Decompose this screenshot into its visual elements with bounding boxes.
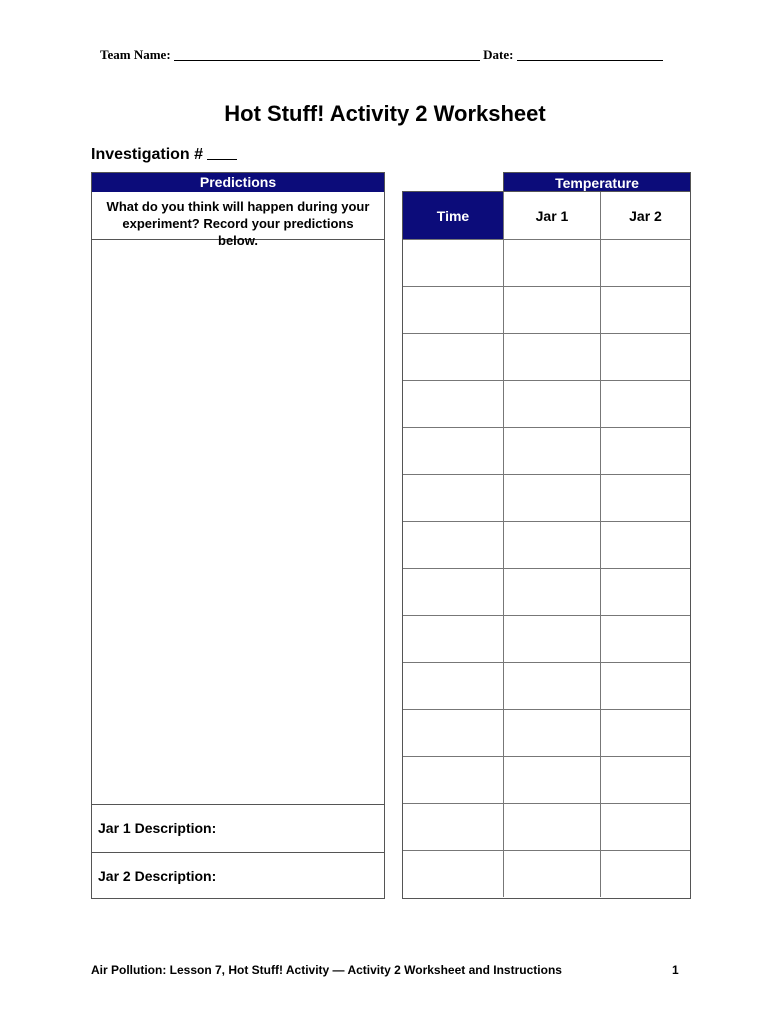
date-label: Date:	[483, 47, 514, 62]
jar1-cell[interactable]	[504, 428, 601, 474]
jar1-cell[interactable]	[504, 240, 601, 286]
jar1-cell[interactable]	[504, 616, 601, 662]
investigation-label: Investigation #	[91, 146, 204, 163]
jar2-cell[interactable]	[601, 616, 690, 662]
jar1-cell[interactable]	[504, 851, 601, 897]
jar1-description-label: Jar 1 Description:	[98, 820, 217, 836]
table-row	[403, 427, 690, 474]
time-cell[interactable]	[403, 663, 504, 709]
jar1-description-field[interactable]	[92, 805, 384, 852]
team-name-field[interactable]	[174, 48, 480, 61]
jar2-column-header: Jar 2	[629, 207, 662, 224]
jar2-cell[interactable]	[601, 663, 690, 709]
page-number: 1	[672, 963, 679, 977]
table-row	[403, 333, 690, 380]
jar2-cell[interactable]	[601, 804, 690, 850]
time-cell[interactable]	[403, 240, 504, 286]
table-row	[403, 803, 690, 850]
time-cell[interactable]	[403, 381, 504, 427]
jar1-cell[interactable]	[504, 475, 601, 521]
jar1-column-header: Jar 1	[504, 192, 601, 239]
table-row	[403, 568, 690, 615]
time-column-header: Time	[403, 192, 504, 239]
predictions-writing-area[interactable]	[92, 240, 384, 805]
jar1-cell[interactable]	[504, 381, 601, 427]
jar1-cell[interactable]	[504, 663, 601, 709]
investigation-number-field[interactable]	[207, 145, 237, 160]
jar2-cell[interactable]	[601, 522, 690, 568]
table-row	[403, 850, 690, 897]
date-field[interactable]	[517, 48, 663, 61]
jar1-cell[interactable]	[504, 569, 601, 615]
time-cell[interactable]	[403, 616, 504, 662]
table-header-row	[403, 192, 690, 239]
jar2-cell[interactable]	[601, 240, 690, 286]
jar1-cell[interactable]	[504, 710, 601, 756]
jar1-cell[interactable]	[504, 757, 601, 803]
jar2-cell[interactable]	[601, 569, 690, 615]
footer-text: Air Pollution: Lesson 7, Hot Stuff! Activity — Activity 2 Worksheet and Instructions	[91, 963, 562, 977]
time-cell[interactable]	[403, 475, 504, 521]
header-line	[100, 47, 663, 63]
jar2-cell[interactable]	[601, 851, 690, 897]
table-row	[403, 709, 690, 756]
jar2-cell[interactable]	[601, 381, 690, 427]
time-cell[interactable]	[403, 334, 504, 380]
predictions-question: What do you think will happen during your experiment? Record your predictions below.	[92, 192, 384, 240]
temperature-heading: Temperature	[503, 172, 691, 192]
table-row	[403, 239, 690, 286]
time-cell[interactable]	[403, 428, 504, 474]
time-cell[interactable]	[403, 287, 504, 333]
jar1-cell[interactable]	[504, 287, 601, 333]
worksheet-title: Hot Stuff! Activity 2 Worksheet	[224, 101, 546, 126]
table-row	[403, 521, 690, 568]
table-body	[403, 239, 690, 897]
jar2-cell[interactable]	[601, 287, 690, 333]
table-row	[403, 286, 690, 333]
jar2-cell[interactable]	[601, 710, 690, 756]
jar2-description-label: Jar 2 Description:	[98, 868, 217, 884]
temperature-table	[402, 191, 691, 899]
time-cell[interactable]	[403, 522, 504, 568]
table-row	[403, 615, 690, 662]
jar1-cell[interactable]	[504, 804, 601, 850]
jar2-cell[interactable]	[601, 428, 690, 474]
jar2-cell[interactable]	[601, 757, 690, 803]
time-cell[interactable]	[403, 569, 504, 615]
jar2-description-field[interactable]	[92, 852, 384, 899]
table-row	[403, 474, 690, 521]
time-cell[interactable]	[403, 851, 504, 897]
table-row	[403, 662, 690, 709]
time-cell[interactable]	[403, 804, 504, 850]
jar1-cell[interactable]	[504, 522, 601, 568]
predictions-box	[91, 172, 385, 899]
table-row	[403, 756, 690, 803]
predictions-heading: Predictions	[92, 173, 384, 192]
jar1-cell[interactable]	[504, 334, 601, 380]
time-cell[interactable]	[403, 710, 504, 756]
jar2-cell[interactable]	[601, 334, 690, 380]
jar2-cell[interactable]	[601, 475, 690, 521]
time-cell[interactable]	[403, 757, 504, 803]
investigation-line	[91, 145, 237, 164]
table-row	[403, 380, 690, 427]
team-name-label: Team Name:	[100, 47, 171, 62]
